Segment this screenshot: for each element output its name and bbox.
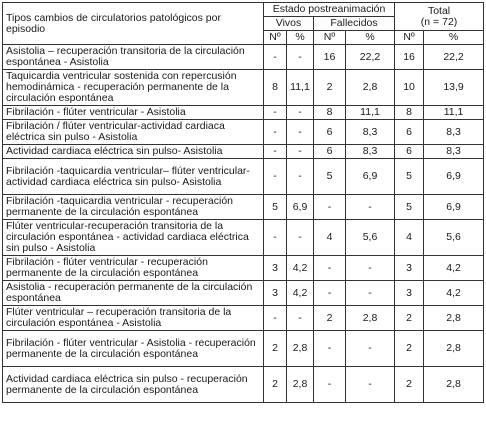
table-row [3, 256, 484, 281]
total-num-cell: 3 [395, 256, 424, 281]
type-header-cell: Tipos cambios de circulatorios patológicos por episodio [3, 3, 264, 45]
episode-type-cell: Fibrilación - flúter ventricular - recuperación permanente de la circulación espontánea [3, 256, 264, 281]
vivos-pct-cell: - [287, 220, 314, 256]
total-pct-header: % [424, 31, 484, 45]
fallecidos-pct-cell: 11,1 [346, 106, 395, 120]
vivos-header: Vivos [264, 17, 314, 31]
episode-type-cell: Fibrilación - flúter ventricular - Asistolia - recuperación permanente de la circulación espontánea [3, 331, 264, 367]
vivos-pct-cell: - [287, 306, 314, 331]
vivos-pct-cell: - [287, 159, 314, 195]
total-header [395, 3, 484, 31]
total-pct-cell: 22,2 [424, 45, 484, 70]
fallecidos-num-cell: - [314, 367, 346, 403]
vivos-pct-cell: - [287, 120, 314, 145]
table-row [3, 159, 484, 195]
fallecidos-num-cell: 8 [314, 106, 346, 120]
table-row [3, 306, 484, 331]
fallecidos-num-cell: 16 [314, 45, 346, 70]
fallecidos-pct-cell: 8,3 [346, 120, 395, 145]
vivos-num-cell: 2 [264, 367, 287, 403]
table-row [3, 145, 484, 159]
total-pct-cell: 8,3 [424, 145, 484, 159]
total-num-cell: 2 [395, 306, 424, 331]
fallecidos-num-cell: 6 [314, 145, 346, 159]
fallecidos-pct-cell: 2,8 [346, 306, 395, 331]
total-num-cell: 2 [395, 367, 424, 403]
vivos-num-cell: - [264, 220, 287, 256]
vivos-num-cell: 2 [264, 331, 287, 367]
episode-type-cell: Flúter ventricular – recuperación transitoria de la circulación espontánea - Asistolia [3, 306, 264, 331]
vivos-pct-cell: 11,1 [287, 70, 314, 106]
total-num-cell: 16 [395, 45, 424, 70]
total-label: Total [427, 4, 451, 17]
total-pct-cell: 4,2 [424, 256, 484, 281]
fallecidos-pct-cell: - [346, 331, 395, 367]
fallecidos-pct-cell: 8,3 [346, 145, 395, 159]
table-row [3, 281, 484, 306]
episode-type-cell: Fibrilación -taquicardia ventricular– flúter ventricular-actividad cardiaca eléctrica sin pulso- Asistolia [3, 159, 264, 195]
fallecidos-pct-cell: 5,6 [346, 220, 395, 256]
total-pct-cell: 8,3 [424, 120, 484, 145]
episode-type-cell: Fibrilación / flúter ventricular-actividad cardiaca eléctrica sin pulso - Asistolia [3, 120, 264, 145]
estado-header: Estado postreanimación [264, 3, 395, 17]
vivos-pct-cell: - [287, 45, 314, 70]
total-pct-cell: 6,9 [424, 195, 484, 220]
episode-type-cell: Asistolia – recuperación transitoria de la circulación espontánea - Asistolia [3, 45, 264, 70]
fallecidos-pct-cell: 22,2 [346, 45, 395, 70]
fallecidos-pct-cell: - [346, 195, 395, 220]
total-num-cell: 10 [395, 70, 424, 106]
episode-type-cell: Fibrilación -taquicardia ventricular - recuperación permanente de la circulación espontánea [3, 195, 264, 220]
vivos-num-cell: 5 [264, 195, 287, 220]
fallecidos-num-cell: - [314, 331, 346, 367]
fallecidos-num-cell: 2 [314, 306, 346, 331]
table-row [3, 45, 484, 70]
table-row [3, 120, 484, 145]
episode-type-cell: Actividad cardiaca eléctrica sin pulso - recuperación permanente de la circulación espontánea [3, 367, 264, 403]
fallecidos-num-cell: 2 [314, 70, 346, 106]
table-row [3, 367, 484, 403]
vivos-num-cell: - [264, 159, 287, 195]
fallecidos-num-cell: - [314, 256, 346, 281]
vivos-num-cell: 3 [264, 281, 287, 306]
vivos-pct-cell: 4,2 [287, 281, 314, 306]
fallecidos-pct-cell: - [346, 367, 395, 403]
total-pct-cell: 2,8 [424, 306, 484, 331]
fallecidos-num-header: Nº [314, 31, 346, 45]
episode-type-cell: Actividad cardiaca eléctrica sin pulso- Asistolia [3, 145, 264, 159]
fallecidos-num-cell: 6 [314, 120, 346, 145]
vivos-pct-cell: 2,8 [287, 331, 314, 367]
total-num-cell: 6 [395, 120, 424, 145]
vivos-pct-cell: 6,9 [287, 195, 314, 220]
fallecidos-pct-header: % [346, 31, 395, 45]
vivos-pct-cell: - [287, 106, 314, 120]
total-pct-cell: 6,9 [424, 159, 484, 195]
total-num-cell: 5 [395, 159, 424, 195]
vivos-num-cell: - [264, 45, 287, 70]
total-pct-cell: 4,2 [424, 281, 484, 306]
fallecidos-num-cell: 5 [314, 159, 346, 195]
fallecidos-num-cell: - [314, 195, 346, 220]
total-num-header: Nº [395, 31, 424, 45]
table-row [3, 331, 484, 367]
total-pct-cell: 13,9 [424, 70, 484, 106]
fallecidos-pct-cell: 6,9 [346, 159, 395, 195]
vivos-pct-cell: 2,8 [287, 367, 314, 403]
total-pct-cell: 11,1 [424, 106, 484, 120]
table-row [3, 70, 484, 106]
vivos-num-cell: - [264, 106, 287, 120]
vivos-pct-header: % [287, 31, 314, 45]
total-pct-cell: 5,6 [424, 220, 484, 256]
total-num-cell: 4 [395, 220, 424, 256]
episode-type-cell: Fibrilación - flúter ventricular - Asistolia [3, 106, 264, 120]
fallecidos-pct-cell: - [346, 281, 395, 306]
header-row-1 [3, 3, 484, 17]
total-num-cell: 6 [395, 145, 424, 159]
episode-type-cell: Flúter ventricular-recuperación transitoria de la circulación espontánea - actividad cardiaca eléctrica sin pulso - Asistolia [3, 220, 264, 256]
fallecidos-pct-cell: - [346, 256, 395, 281]
fallecidos-num-cell: - [314, 281, 346, 306]
fallecidos-header: Fallecidos [314, 17, 395, 31]
total-n-label: (n = 72) [420, 15, 458, 28]
total-pct-cell: 2,8 [424, 331, 484, 367]
total-num-cell: 2 [395, 331, 424, 367]
vivos-num-cell: 8 [264, 70, 287, 106]
vivos-num-cell: 3 [264, 256, 287, 281]
vivos-pct-cell: - [287, 145, 314, 159]
table-row [3, 106, 484, 120]
total-num-cell: 5 [395, 195, 424, 220]
vivos-num-cell: - [264, 145, 287, 159]
total-num-cell: 3 [395, 281, 424, 306]
vivos-num-header: Nº [264, 31, 287, 45]
total-pct-cell: 2,8 [424, 367, 484, 403]
episodes-table [2, 2, 484, 403]
episode-type-cell: Taquicardia ventricular sostenida con repercusión hemodinámica - recuperación permanente de la circulación espontánea [3, 70, 264, 106]
table-row [3, 220, 484, 256]
vivos-pct-cell: 4,2 [287, 256, 314, 281]
fallecidos-pct-cell: 2,8 [346, 70, 395, 106]
vivos-num-cell: - [264, 306, 287, 331]
vivos-num-cell: - [264, 120, 287, 145]
total-num-cell: 8 [395, 106, 424, 120]
episode-type-cell: Asistolia - recuperación permanente de la circulación espontánea [3, 281, 264, 306]
fallecidos-num-cell: 4 [314, 220, 346, 256]
table-row [3, 195, 484, 220]
